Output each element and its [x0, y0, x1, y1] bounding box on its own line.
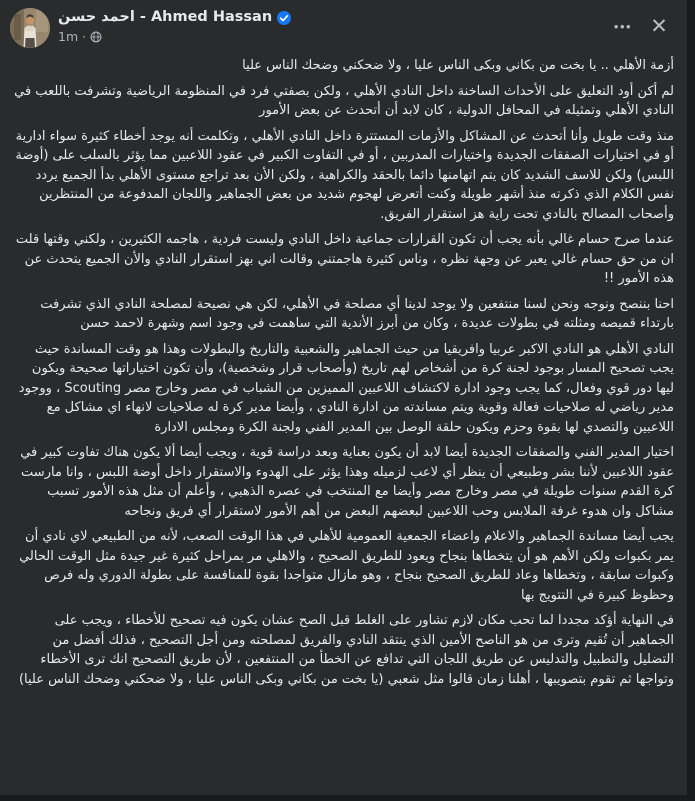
post-meta — [58, 8, 609, 45]
post-paragraph: احنا بننصح ونوجه ونحن لسنا منتفعين ولا يوجد لدينا أي مصلحة في الأهلي، لكن هي نصيحة لمصلحة النادي الذي تشرفت بارتداء قميصه ومثلته في بطولات عديدة ، وكان من أبرز الأندية التي ساهمت في وجود اسم وشهرة لاحمد حسن — [40, 296, 674, 331]
post-paragraph: عندما صرح حسام غالي بأنه يجب أن تكون القرارات جماعية داخل النادي وليست فردية ، هاجمه الكثيرين ، ولكني وقتها قلت ان من حق حسام غالي يعبر عن وجهة نظره ، وناس كثيرة هاجمتني وقالت اني بهز استقرار النادي والأن الجميع يتحدث عن هذه الأمور !! — [15, 232, 674, 286]
post-header — [0, 0, 687, 52]
verified-badge-icon — [277, 11, 291, 25]
header-actions — [609, 8, 673, 40]
timestamp[interactable]: 1m — [58, 29, 79, 44]
avatar-photo — [10, 8, 50, 48]
post-paragraph: النادي الأهلي هو النادي الاكبر عربيا وافريقيا من حيث الجماهير والشعبية والتاريخ والبطولات وهذا هو وقت المساندة حيث يجب تصحيح المسار بوجود لجنة كرة من أشخاص لهم تاريخ (وأصحاب قرار وشخصية)، وأن تكون اختياراتها صحيحة ويكون ليها دور قوي وفعال، كما يجب وجود ادارة لاكتشاف اللاعبين المميزين من الشباب في مصر وخارج مصر Scouting ، ووجود مدير رياضي له صلاحيات فعالة وقوية ويتم مساندته من ادارة النادي ، وأيضا مدير كرة له صلاحيات لانهاء اي مشاكل مع اللاعبين والتصدي لها بقوة وحزم ويكون حلقة الوصل بين المدير الفني ولجنة الكرة ومجلس الادارة — [18, 341, 674, 435]
meta-separator: · — [82, 29, 87, 44]
post-paragraph: يجب أيضا مساندة الجماهير والاعلام واعضاء الجمعية العمومية للأهلي في هذا الوقت الصعب، لأنه من الطبيعي لاي نادي أن يمر بكبوات ولكن الأهم هو أن يتخطاها بنجاح ويعود للطريق الصحيح ، والاهلي مر بمراحل كثيرة غير جيدة مثل الوقت الحالي وكبوات سابقة ، وتخطاها وعاد للطريق الصحيح بنجاح ، وهو مازال متواجدا بقوة للمنافسة على بطولة الدوري وله فرص وحظوظ كبيرة في التتويج بها — [19, 529, 674, 603]
more-options-icon: ••• — [613, 18, 633, 34]
post-text — [0, 52, 687, 689]
post-paragraph: اختيار المدير الفني والصفقات الجديدة أيضا لابد أن يكون بعناية وبعد دراسة قوية ، ويجب أيضا ألا يكون هناك تفاوت كبير في عقود اللاعبين لأننا بشر وطبيعي أن ينظر أي لاعب لزميله وهذا يؤثر على الهدوء والاستقرار داخل أوضة اللبس ، وانا مارست كرة القدم سنوات طويلة في مصر وخارج مصر وأيضا مع المنتخب في عصره الذهبي ، وأعلم أن مثل هذه الأمور تسبب مشاكل وان هدوء غرفة الملابس وحب اللاعبين لبعضهم البعض من أهم الأمور لاستقرار أي فريق ونجاحه — [20, 445, 674, 519]
globe-icon — [90, 31, 102, 43]
post-paragraph: منذ وقت طويل وأنا أتحدث عن المشاكل والأزمات المستترة داخل النادي الأهلي ، وتكلمت أنه يوجد أخطاء كثيرة سواء ادارية أو في اختيارات الصفقات الجديدة واختيارات المدربين ، أو في التفاوت الكبير في عقود اللاعبين مما يؤثر بالسلب على (أوضة اللبس) ولكن للاسف الشديد كان يتم اتهامنها دائما بالحقد والكراهية ، ولكن الأن بعد تراجع مستوى الأهلي بدأ الجميع يردد نفس الكلام الذي ذكرته منذ أشهر طويلة وكنت أتعرض لهجوم شديد من بعض الجماهير واللجان المدفوعة من المنتظرين وأصحاب المصالح بالنادي تحت راية هز استقرار الفريق. — [15, 128, 674, 222]
close-icon: ✕ — [650, 14, 668, 38]
close-button[interactable] — [645, 12, 673, 40]
post-paragraph: في النهاية أؤكد مجددا لما تحب مكان لازم تشاور على الغلط قبل الصح عشان يكون فيه تصحيح للأخطاء ، ويجب على الجماهير أن تُقيم وترى من هو الناصح الأمين الذي ينتقد النادي والفريق لمصلحته ومن أجل التصحيح ، فذلك أفضل من التضليل والتطبيل والتدليس عن طريق اللجان التي تدافع عن الخطأ من المنتفعين ، لأن طريق التصحيح انك ترى الأخطاء وتواجها ثم تقوم بتصويبها ، أهلنا زمان قالوا مثل شعبي (يا بخت من بكاني وبكى الناس عليا ، ولا ضحكني وضحك الناس عليا) — [18, 613, 674, 687]
post-paragraph: لم أكن أود التعليق على الأحداث الساخنة داخل النادي الأهلي ، ولكن بصفتي فرد في المنظومة الرياضية وتشرفت باللعب في النادي الأهلي وتمثيله في المحافل الدولية ، كان لابد أن أتحدث عن بعض الأمور — [14, 83, 674, 118]
author-name[interactable]: احمد حسن - Ahmed Hassan — [58, 9, 273, 25]
more-options-button[interactable] — [609, 12, 637, 40]
avatar[interactable] — [10, 8, 50, 48]
post-paragraph: أزمة الأهلي .. يا بخت من بكاني وبكى الناس عليا ، ولا ضحكني وضحك الناس عليا — [242, 58, 674, 73]
